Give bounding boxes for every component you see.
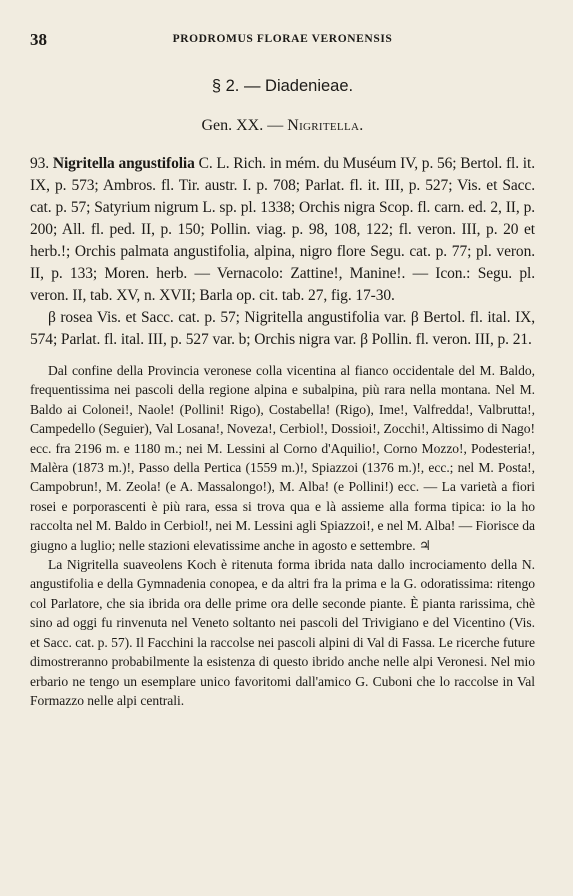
genus-label: Gen. XX. — xyxy=(201,117,284,134)
page-number: 38 xyxy=(30,30,47,49)
genus-title xyxy=(30,117,535,135)
notes-paragraph-1: Dal confine della Provincia veronese colla vicentina al fianco occidentale del M. Baldo, frequentissima nei pascoli della regione alpina e subalpina, più rara nella montana. Nel M. Baldo ai Colonei!, Naole! (Pollini! Rigo), Costabella! (Rigo), Ime!, Valfredda!, Valbrutta!, Campedello (Seguier), Val Losana!, Noveza!, Cerbiol!, Dossioi!, Zocchi!, Altissimo di Nago! ecc. fra 2196 m. e 1180 m.; nei M. Lessini al Corno d'Aquilio!, Corno Mozzo!, Podesteria!, Malèra (1873 m.)!, Passo della Pertica (1559 m.)!, Spiazzoi (1376 m.)!, ecc.; nel M. Posta!, Campobrun!, M. Zeola! (e A. Massalongo!), M. Alba! (e Pollini!) ecc. — La varietà a fiori rosei e porporascenti è più rara, essa si trova qua e là assieme alla forma tipica: io la ho raccolta nel M. Baldo in Cerbiol!, nei M. Lessini agli Spiazzoi!, e nel M. Alba! — Fiorisce da giugno a luglio; nelle stazioni elevatissime anche in agosto e settembre. ♃ xyxy=(30,363,535,553)
page-header xyxy=(30,30,535,52)
section-title: § 2. — Diadenieae. xyxy=(211,77,354,95)
species-citations: C. L. Rich. in mém. du Muséum IV, p. 56; Bertol. fl. it. IX, p. 573; Ambros. fl. Tir. austr. I. p. 708; Parlat. fl. it. III, p. 527; Vis. et Sacc. cat. p. 57; Satyrium nigrum L. sp. pl. 1338; Orchis nigra Scop. fl. carn. ed. 2, II, p. 200; All. fl. ped. II, p. 150; Pollin. viag. p. 98, 108, 122; fl. veron. III, p. 20 et herb.!; Orchis palmata angustifolia, alpina, nigro flore Segu. cat. p. 77; pl. veron. II, p. 133; Moren. herb. — Vernacolo: Zattine!, Manine!. — Icon.: Segu. pl. veron. II, tab. XV, n. XVII; Barla op. cit. tab. 27, fig. 17-30. xyxy=(30,155,535,304)
species-number: 93. xyxy=(30,155,50,172)
species-entry xyxy=(30,153,535,351)
variety-paragraph: β rosea Vis. et Sacc. cat. p. 57; Nigritella angustifolia var. β Bertol. fl. ital. IX, 574; Parlat. fl. ital. III, p. 527 var. b; Orchis nigra var. β Pollin. fl. veron. III, p. 21. xyxy=(30,309,535,348)
notes-paragraph-2: La Nigritella suaveolens Koch è ritenuta forma ibrida nata dallo incrociamento della N. angustifolia e della Gymnadenia conopea, e da altri fra la prima e la G. odoratissima: ritengo col Parlatore, che sia ibrida ora delle prime ora delle seconde piante. È pianta rarissima, chè sino ad oggi fu rinvenuta nel Veneto soltanto nei pascoli del Trivigiano e del Vicentino (Vis. et Sacc. cat. p. 57). Il Facchini la raccolse nei pascoli alpini di Val di Fassa. Le ricerche future dimostreranno probabilmente la esistenza di questo ibrido anche nelle alpi Veronesi. Nel mio erbario ne tengo un esemplare unico favoritomi dall'amico G. Cuboni che lo raccolse in Val Formazzo nelle alpi centrali. xyxy=(30,557,535,708)
running-title: PRODROMUS FLORAE VERONENSIS xyxy=(172,33,393,45)
species-main-paragraph xyxy=(30,153,535,307)
species-name: Nigritella angustifolia xyxy=(52,155,195,172)
genus-name: Nigritella. xyxy=(287,117,364,134)
distribution-notes xyxy=(30,361,535,710)
